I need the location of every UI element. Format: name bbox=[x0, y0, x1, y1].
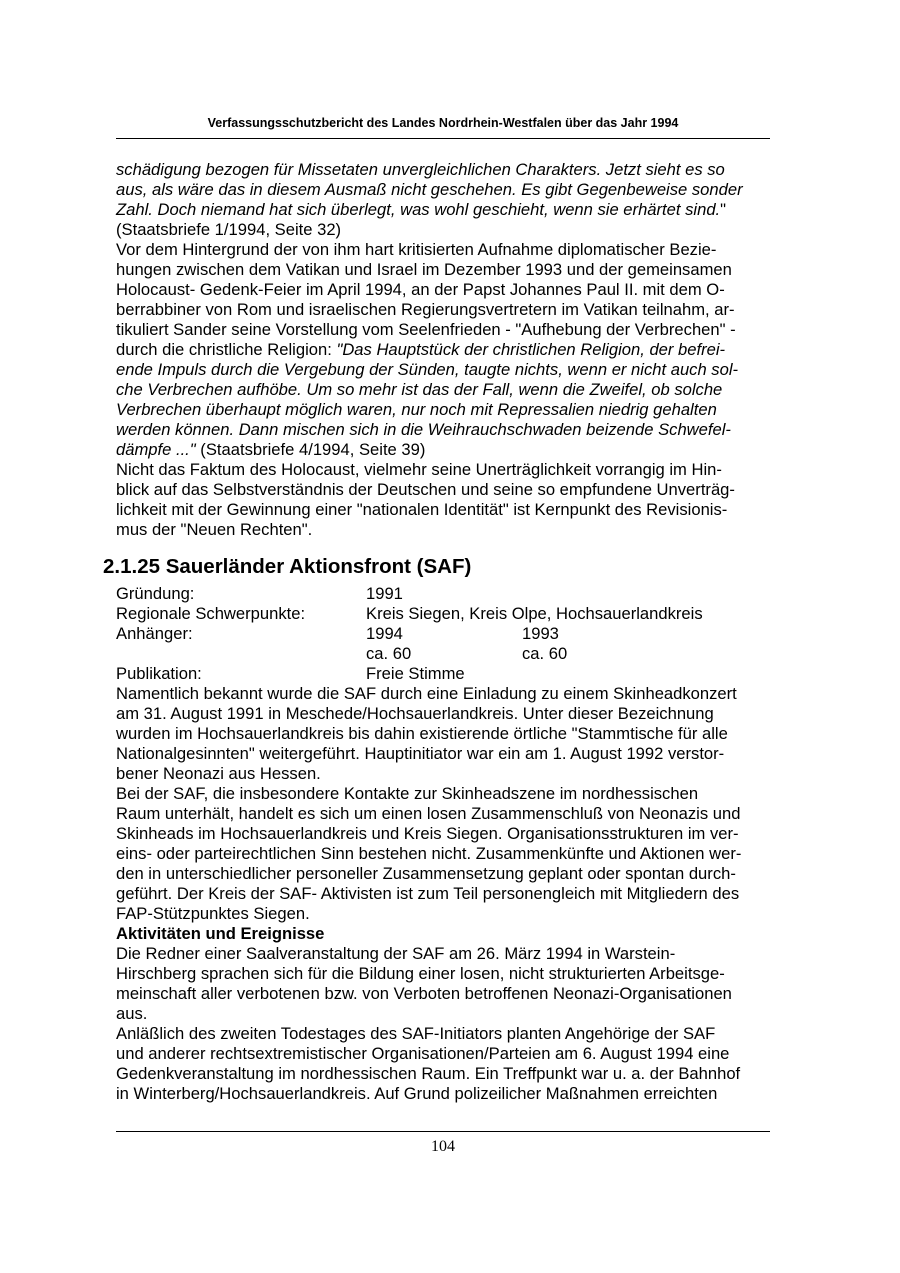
text-line bbox=[116, 440, 786, 460]
text-line: den in unterschiedlicher personeller Zusammensetzung geplant oder spontan durch- bbox=[116, 864, 736, 883]
paragraph-holocaust bbox=[116, 460, 786, 540]
spacer bbox=[116, 540, 786, 550]
text-line: Anläßlich des zweiten Todestages des SAF-Initiators planten Angehörige der SAF bbox=[116, 1024, 716, 1043]
page-body bbox=[103, 160, 786, 1104]
text-line: bener Neonazi aus Hessen. bbox=[116, 764, 321, 783]
text-line: Skinheads im Hochsauerlandkreis und Kreis Siegen. Organisationsstrukturen im ver- bbox=[116, 824, 739, 843]
paragraph-todestag bbox=[116, 1024, 786, 1104]
footer-rule bbox=[116, 1131, 770, 1132]
quote-source: (Staatsbriefe 4/1994, Seite 39) bbox=[195, 440, 426, 459]
text-line: hungen zwischen dem Vatikan und Israel im Dezember 1993 und der gemeinsamen bbox=[116, 260, 732, 279]
section-heading: 2.1.25 Sauerländer Aktionsfront (SAF) bbox=[103, 555, 472, 578]
quote-text: Zahl. Doch niemand hat sich überlegt, was wohl geschieht, wenn sie erhärtet sind. bbox=[116, 200, 721, 219]
fact-row-gruendung bbox=[116, 584, 786, 604]
text-line bbox=[116, 340, 786, 360]
text-line: werden können. Dann mischen sich in die Weihrauchschwaden beizende Schwefel- bbox=[116, 420, 731, 439]
text-line: Holocaust- Gedenk-Feier im April 1994, an der Papst Johannes Paul II. mit dem O- bbox=[116, 280, 725, 299]
text-line: aus. bbox=[116, 1004, 148, 1023]
text-line: schädigung bezogen für Missetaten unvergleichlichen Charakters. Jetzt sieht es so bbox=[116, 160, 725, 179]
text-line: und anderer rechtsextremistischer Organisationen/Parteien am 6. August 1994 eine bbox=[116, 1044, 730, 1063]
fact-row-anhaenger bbox=[116, 624, 786, 644]
text-line: eins- oder parteirechtlichen Sinn bestehen nicht. Zusammenkünfte und Aktionen wer- bbox=[116, 844, 742, 863]
page-number: 104 bbox=[431, 1138, 455, 1155]
fact-value: 1991 bbox=[366, 584, 403, 603]
fact-value: Freie Stimme bbox=[366, 664, 465, 683]
text-line: wurden im Hochsauerlandkreis bis dahin existierende örtliche "Stammtische für alle bbox=[116, 724, 728, 743]
paragraph-struktur bbox=[116, 784, 786, 924]
text-line: geführt. Der Kreis der SAF- Aktivisten ist zum Teil personengleich mit Mitgliedern des bbox=[116, 884, 740, 903]
header-rule bbox=[116, 138, 770, 139]
quote-text: "Das Hauptstück der christlichen Religion, der befrei- bbox=[336, 340, 726, 359]
text-run: durch die christliche Religion: bbox=[116, 340, 337, 359]
paragraph-vatikan bbox=[116, 240, 786, 460]
text-line: am 31. August 1991 in Meschede/Hochsauerlandkreis. Unter dieser Bezeichnung bbox=[116, 704, 714, 723]
fact-label: Regionale Schwerpunkte: bbox=[116, 604, 306, 623]
fact-row-regional bbox=[116, 604, 786, 624]
fact-row-publikation bbox=[116, 664, 786, 684]
text-line bbox=[116, 200, 786, 220]
paragraph-entstehung bbox=[116, 684, 786, 784]
quote-source: (Staatsbriefe 1/1994, Seite 32) bbox=[116, 220, 342, 239]
fact-year: 1994 bbox=[366, 624, 403, 643]
text-line: Bei der SAF, die insbesondere Kontakte zur Skinheadszene im nordhessischen bbox=[116, 784, 699, 803]
text-line: che Verbrechen aufhöbe. Um so mehr ist das der Fall, wenn die Zweifel, ob solche bbox=[116, 380, 723, 399]
text-line: in Winterberg/Hochsauerlandkreis. Auf Grund polizeilicher Maßnahmen erreichten bbox=[116, 1084, 718, 1103]
text-line: Namentlich bekannt wurde die SAF durch eine Einladung zu einem Skinheadkonzert bbox=[116, 684, 737, 703]
fact-label: Anhänger: bbox=[116, 624, 193, 643]
text-line: Hirschberg sprachen sich für die Bildung einer losen, nicht strukturierten Arbeitsge- bbox=[116, 964, 725, 983]
facts-table bbox=[116, 584, 786, 684]
quote-staatsbriefe-1 bbox=[116, 160, 786, 240]
text-line: Nicht das Faktum des Holocaust, vielmehr seine Unerträglichkeit vorrangig im Hin- bbox=[116, 460, 722, 479]
text-line: lichkeit mit der Gewinnung einer "nationalen Identität" ist Kernpunkt des Revisionis- bbox=[116, 500, 728, 519]
text-line: Raum unterhält, handelt es sich um einen losen Zusammenschluß von Neonazis und bbox=[116, 804, 741, 823]
subheading-aktivitaeten: Aktivitäten und Ereignisse bbox=[116, 924, 325, 943]
text-line: Die Redner einer Saalveranstaltung der SAF am 26. März 1994 in Warstein- bbox=[116, 944, 676, 963]
text-line: tikuliert Sander seine Vorstellung vom Seelenfrieden - "Aufhebung der Verbrechen" - bbox=[116, 320, 736, 339]
text-line: FAP-Stützpunktes Siegen. bbox=[116, 904, 310, 923]
text-line: blick auf das Selbstverständnis der Deutschen und seine so empfundene Unverträg- bbox=[116, 480, 735, 499]
text-line: mus der "Neuen Rechten". bbox=[116, 520, 313, 539]
fact-value: Kreis Siegen, Kreis Olpe, Hochsauerlandkreis bbox=[366, 604, 703, 623]
fact-label: Publikation: bbox=[116, 664, 202, 683]
running-header: Verfassungsschutzbericht des Landes Nordrhein-Westfalen über das Jahr 1994 bbox=[207, 116, 679, 130]
fact-row-anhaenger-counts bbox=[116, 644, 786, 664]
fact-label: Gründung: bbox=[116, 584, 195, 603]
text-line: Verbrechen überhaupt möglich waren, nur noch mit Repressalien niedrig gehalten bbox=[116, 400, 717, 419]
text-line: meinschaft aller verbotenen bzw. von Verboten betroffenen Neonazi-Organisationen bbox=[116, 984, 732, 1003]
text-line: Vor dem Hintergrund der von ihm hart kritisierten Aufnahme diplomatischer Bezie- bbox=[116, 240, 717, 259]
text-line: berrabbiner von Rom und israelischen Regierungsvertretern im Vatikan teilnahm, ar- bbox=[116, 300, 735, 319]
paragraph-saalveranstaltung bbox=[116, 944, 786, 1024]
text-line: Gedenkveranstaltung im nordhessischen Raum. Ein Treffpunkt war u. a. der Bahnhof bbox=[116, 1064, 741, 1083]
text-line: aus, als wäre das in diesem Ausmaß nicht geschehen. Es gibt Gegenbeweise sonder bbox=[116, 180, 743, 199]
quote-text: dämpfe ..." bbox=[116, 440, 196, 459]
text-line: Nationalgesinnten" weitergeführt. Hauptinitiator war ein am 1. August 1992 verstor- bbox=[116, 744, 725, 763]
fact-count: ca. 60 bbox=[522, 644, 568, 663]
fact-count: ca. 60 bbox=[366, 644, 412, 663]
quote-close: " bbox=[720, 200, 727, 219]
fact-year: 1993 bbox=[522, 624, 559, 643]
text-line: ende Impuls durch die Vergebung der Sünden, taugte nichts, wenn er nicht auch sol- bbox=[116, 360, 739, 379]
